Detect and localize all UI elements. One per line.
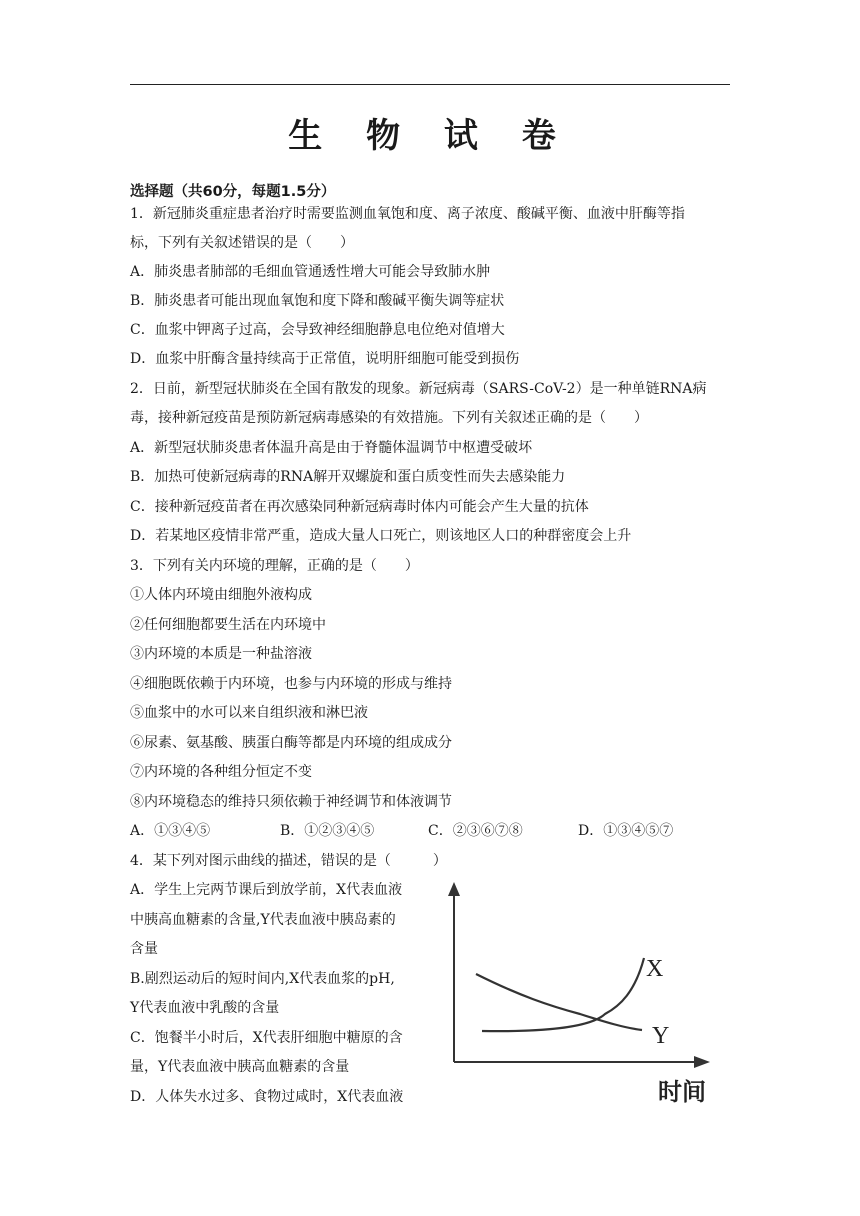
q3-option-a: A．①③④⑤	[130, 823, 211, 839]
q2-option-c: C．接种新冠疫苗者在再次感染同种新冠病毒时体内可能会产生大量的抗体	[130, 499, 589, 515]
q2-option-b: B．加热可使新冠病毒的RNA解开双螺旋和蛋白质变性而失去感染能力	[130, 469, 566, 485]
q1-option-b: B．肺炎患者可能出现血氧饱和度下降和酸碱平衡失调等症状	[130, 293, 505, 309]
q3-item: ⑧内环境稳态的维持只须依赖于神经调节和体液调节	[130, 794, 452, 810]
q4-text-line: 含量	[130, 941, 158, 957]
q4-text-line: A．学生上完两节课后到放学前，X代表血液	[130, 882, 403, 898]
q4-text-line: Y代表血液中乳酸的含量	[130, 1000, 280, 1016]
q3-item: ②任何细胞都要生活在内环境中	[130, 617, 326, 633]
q1-stem-line2: 标，下列有关叙述错误的是（ ）	[130, 235, 354, 251]
section-heading: 选择题（共60分，每题1.5分）	[130, 184, 336, 200]
curve-y-label: Y	[652, 1023, 670, 1049]
time-axis-label: 时间	[658, 1078, 706, 1106]
q3-item: ⑦内环境的各种组分恒定不变	[130, 764, 312, 780]
q4-stem: 4．某下列对图示曲线的描述，错误的是（ ）	[130, 853, 447, 869]
q3-option-b: B．①②③④⑤	[280, 823, 375, 839]
curve-y	[476, 974, 642, 1030]
q3-item: ⑥尿素、氨基酸、胰蛋白酶等都是内环境的组成成分	[130, 735, 452, 751]
q1-option-c: C．血浆中钾离子过高，会导致神经细胞静息电位绝对值增大	[130, 322, 505, 338]
q2-option-d: D．若某地区疫情非常严重，造成大量人口死亡，则该地区人口的种群密度会上升	[130, 528, 632, 544]
q3-option-d: D．①③④⑤⑦	[578, 823, 674, 839]
q1-option-d: D．血浆中肝酶含量持续高于正常值，说明肝细胞可能受到损伤	[130, 351, 520, 367]
q3-item: ④细胞既依赖于内环境，也参与内环境的形成与维持	[130, 676, 452, 692]
q4-text-line: D．人体失水过多、食物过咸时，X代表血液	[130, 1089, 404, 1105]
q4-figure	[430, 878, 730, 1118]
q2-stem-line1: 2．日前，新型冠状肺炎在全国有散发的现象。新冠病毒（SARS-CoV-2）是一种单链RNA病	[130, 381, 707, 397]
q3-stem: 3．下列有关内环境的理解，正确的是（ ）	[130, 558, 419, 574]
q4-text-line: C．饱餐半小时后，X代表肝细胞中糖原的含	[130, 1030, 403, 1046]
q3-item: ⑤血浆中的水可以来自组织液和淋巴液	[130, 705, 368, 721]
q3-item: ③内环境的本质是一种盐溶液	[130, 646, 312, 662]
x-axis-arrow-icon	[694, 1056, 710, 1068]
page-title: 生 物 试 卷	[288, 116, 572, 156]
q4-text-line: 量，Y代表血液中胰高血糖素的含量	[130, 1059, 350, 1075]
q4-text-line: B.剧烈运动后的短时间内,X代表血浆的pH,	[130, 971, 395, 987]
q1-option-a: A．肺炎患者肺部的毛细血管通透性增大可能会导致肺水肿	[130, 264, 491, 280]
header-rule	[130, 84, 730, 85]
y-axis-arrow-icon	[448, 882, 460, 896]
q2-option-a: A．新型冠状肺炎患者体温升高是由于脊髓体温调节中枢遭受破坏	[130, 440, 533, 456]
curve-x-label: X	[646, 956, 664, 982]
q3-option-c: C．②③⑥⑦⑧	[428, 823, 523, 839]
q4-text-line: 中胰高血糖素的含量,Y代表血液中胰岛素的	[130, 912, 396, 928]
q1-stem-line1: 1．新冠肺炎重症患者治疗时需要监测血氧饱和度、离子浓度、酸碱平衡、血液中肝酶等指	[130, 206, 685, 222]
q2-stem-line2: 毒，接种新冠疫苗是预防新冠病毒感染的有效措施。下列有关叙述正确的是（ ）	[130, 410, 648, 426]
curve-x	[482, 958, 644, 1031]
q3-item: ①人体内环境由细胞外液构成	[130, 587, 312, 603]
